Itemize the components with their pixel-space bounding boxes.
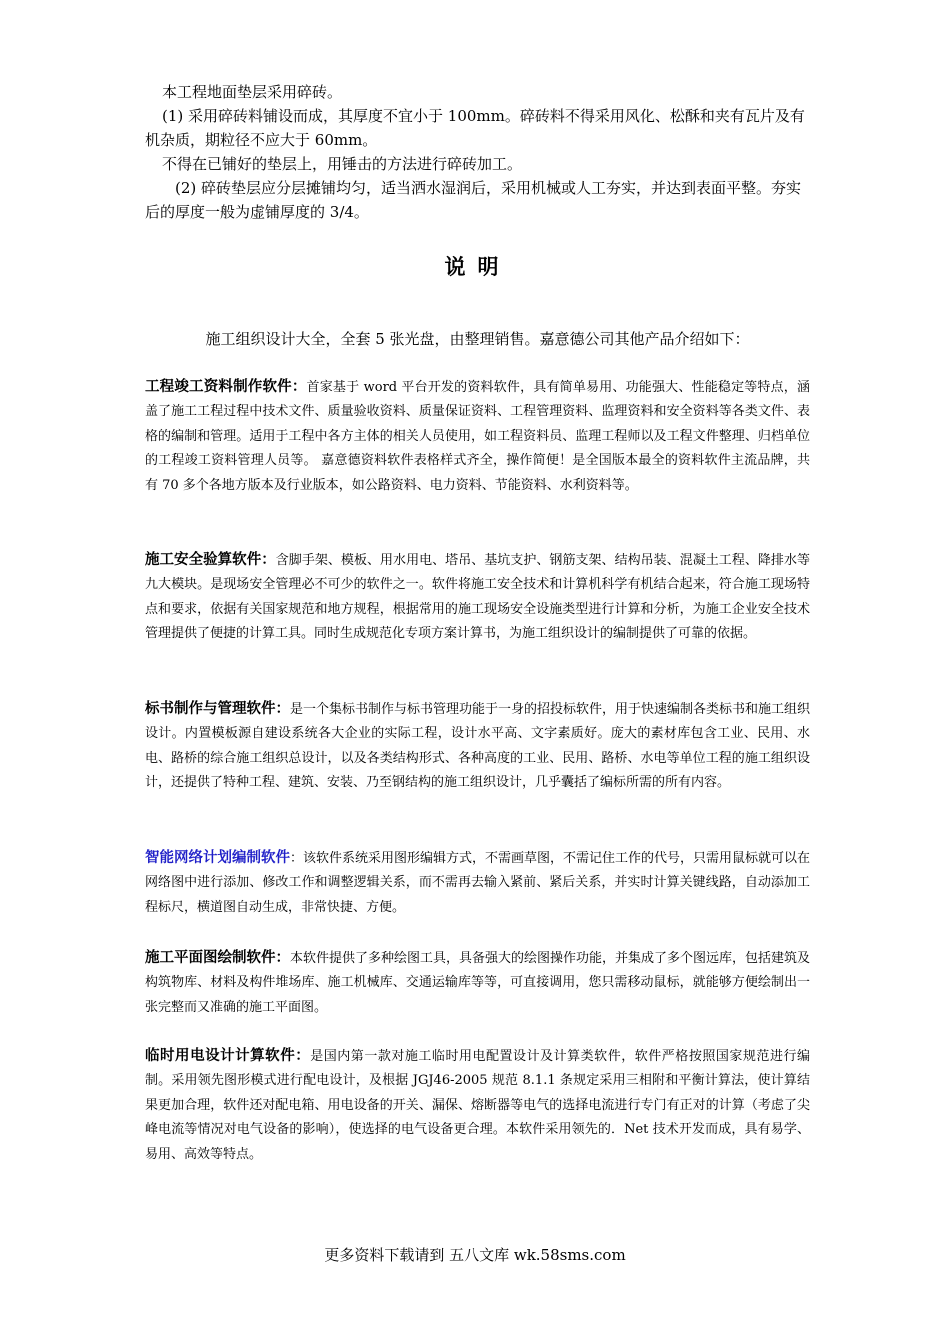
section-body: 是一个集标书制作与标书管理功能于一身的招投标软件，用于快速编制各类标书和施工组织设计。内置模板源自建设系统各大企业的实际工程，设计水平高、文字素质好。庞大的素材库包含工业、民用、水电、路桥的综合施工组织总设计，以及各类结构形式、各种高度的工业、民用、路桥、水电等单位工程的施工组织设计，还提供了特种工程、建筑、安装、乃至钢结构的施工组织设计，几乎囊括了编标所需的所有内容。 [145, 702, 811, 791]
product-section [145, 375, 810, 498]
section-body: 首家基于 word 平台开发的资料软件，具有简单易用、功能强大、性能稳定等特点，涵盖了施工工程过程中技术文件、质量验收资料、质量保证资料、工程管理资料、监理资料和安全资料等各类文件、表格的编制和管理。适用于工程中各方主体的相关人员使用，如工程资料员、监理工程师以及工程文件整理、归档单位的工程竣工资料管理人员等。 嘉意德资料软件表格样式齐全，操作简便！是全国版本最全的资料软件主流品牌，共有 70 多个各地方版本及行业版本，如公路资料、电力资料、节能资料、水利资料等。 [145, 380, 810, 493]
lead-paragraph: 施工组织设计大全，全套 5 张光盘，由整理销售。嘉意德公司其他产品介绍如下： [205, 330, 750, 348]
page-title: 说明 [444, 255, 511, 279]
product-section [145, 548, 810, 647]
section-heading: 工程竣工资料制作软件： [145, 379, 307, 395]
intro-paragraph: 本工程地面垫层采用碎砖。 [162, 83, 343, 101]
section-heading: 标书制作与管理软件： [145, 701, 290, 717]
product-section [145, 1044, 810, 1167]
section-heading: 施工安全验算软件： [145, 552, 276, 568]
section-body: 含脚手架、模板、用水用电、塔吊、基坑支护、钢筋支架、结构吊装、混凝土工程、降排水等九大模块。是现场安全管理必不可少的软件之一。软件将施工安全技术和计算机科学有机结合起来，符合施工现场特点和要求，依据有关国家规范和地方规程，根据常用的施工现场安全设施类型进行计算和分析，为施工企业安全技术管理提供了便捷的计算工具。同时生成规范化专项方案计算书，为施工组织设计的编制提供了可靠的依据。 [145, 553, 810, 642]
intro-paragraph: 不得在已铺好的垫层上，用锤击的方法进行碎砖加工。 [162, 155, 523, 173]
intro-block [145, 80, 810, 224]
product-section [145, 946, 810, 1020]
section-heading: 临时用电设计计算软件： [145, 1048, 311, 1064]
section-body: 是国内第一款对施工临时用电配置设计及计算类软件，软件严格按照国家规范进行编制。采用领先图形模式进行配电设计，及根据 JGJ46-2005 规范 8.1.1 条规定采用三相附和平衡计算法，使计算结果更加合理，软件还对配电箱、用电设备的开关、漏保、熔断器等电气的选择电流进行专门有正对的计算（考虑了尖峰电流等情况对电气设备的影响），使选择的电气设备更合理。本软件采用领先的．Net 技术开发而成，具有易学、易用、高效等特点。 [145, 1049, 810, 1162]
product-section [145, 697, 810, 796]
page-footer: 更多资料下载请到 五八文库 wk.58sms.com [324, 1246, 626, 1264]
section-heading: 施工平面图绘制软件： [145, 950, 290, 966]
section-body: 本软件提供了多种绘图工具，具备强大的绘图操作功能，并集成了多个图远库，包括建筑及构筑物库、材料及构件堆场库、施工机械库、交通运输库等等，可直接调用，您只需移动鼠标，就能够方便绘制出一张完整而又准确的施工平面图。 [145, 951, 811, 1015]
intro-paragraph: (1) 采用碎砖料铺设而成，其厚度不宜小于 100mm。碎砖料不得采用风化、松酥和夹有瓦片及有机杂质，期粒径不应大于 60mm。 [145, 107, 805, 149]
product-section [145, 846, 810, 920]
intro-paragraph: (2) 碎砖垫层应分层摊铺均匀，适当洒水湿润后，采用机械或人工夯实，并达到表面平整。夯实后的厚度一般为虚铺厚度的 3/4。 [145, 179, 802, 221]
section-body: ：该软件系统采用图形编辑方式，不需画草图，不需记住工作的代号，只需用鼠标就可以在网络图中进行添加、修改工作和调整逻辑关系，而不需再去输入紧前、紧后关系，并实时计算关键线路，自动添加工程标尺，横道图自动生成，非常快捷、方便。 [145, 851, 811, 915]
section-heading: 智能网络计划编制软件 [145, 850, 290, 866]
